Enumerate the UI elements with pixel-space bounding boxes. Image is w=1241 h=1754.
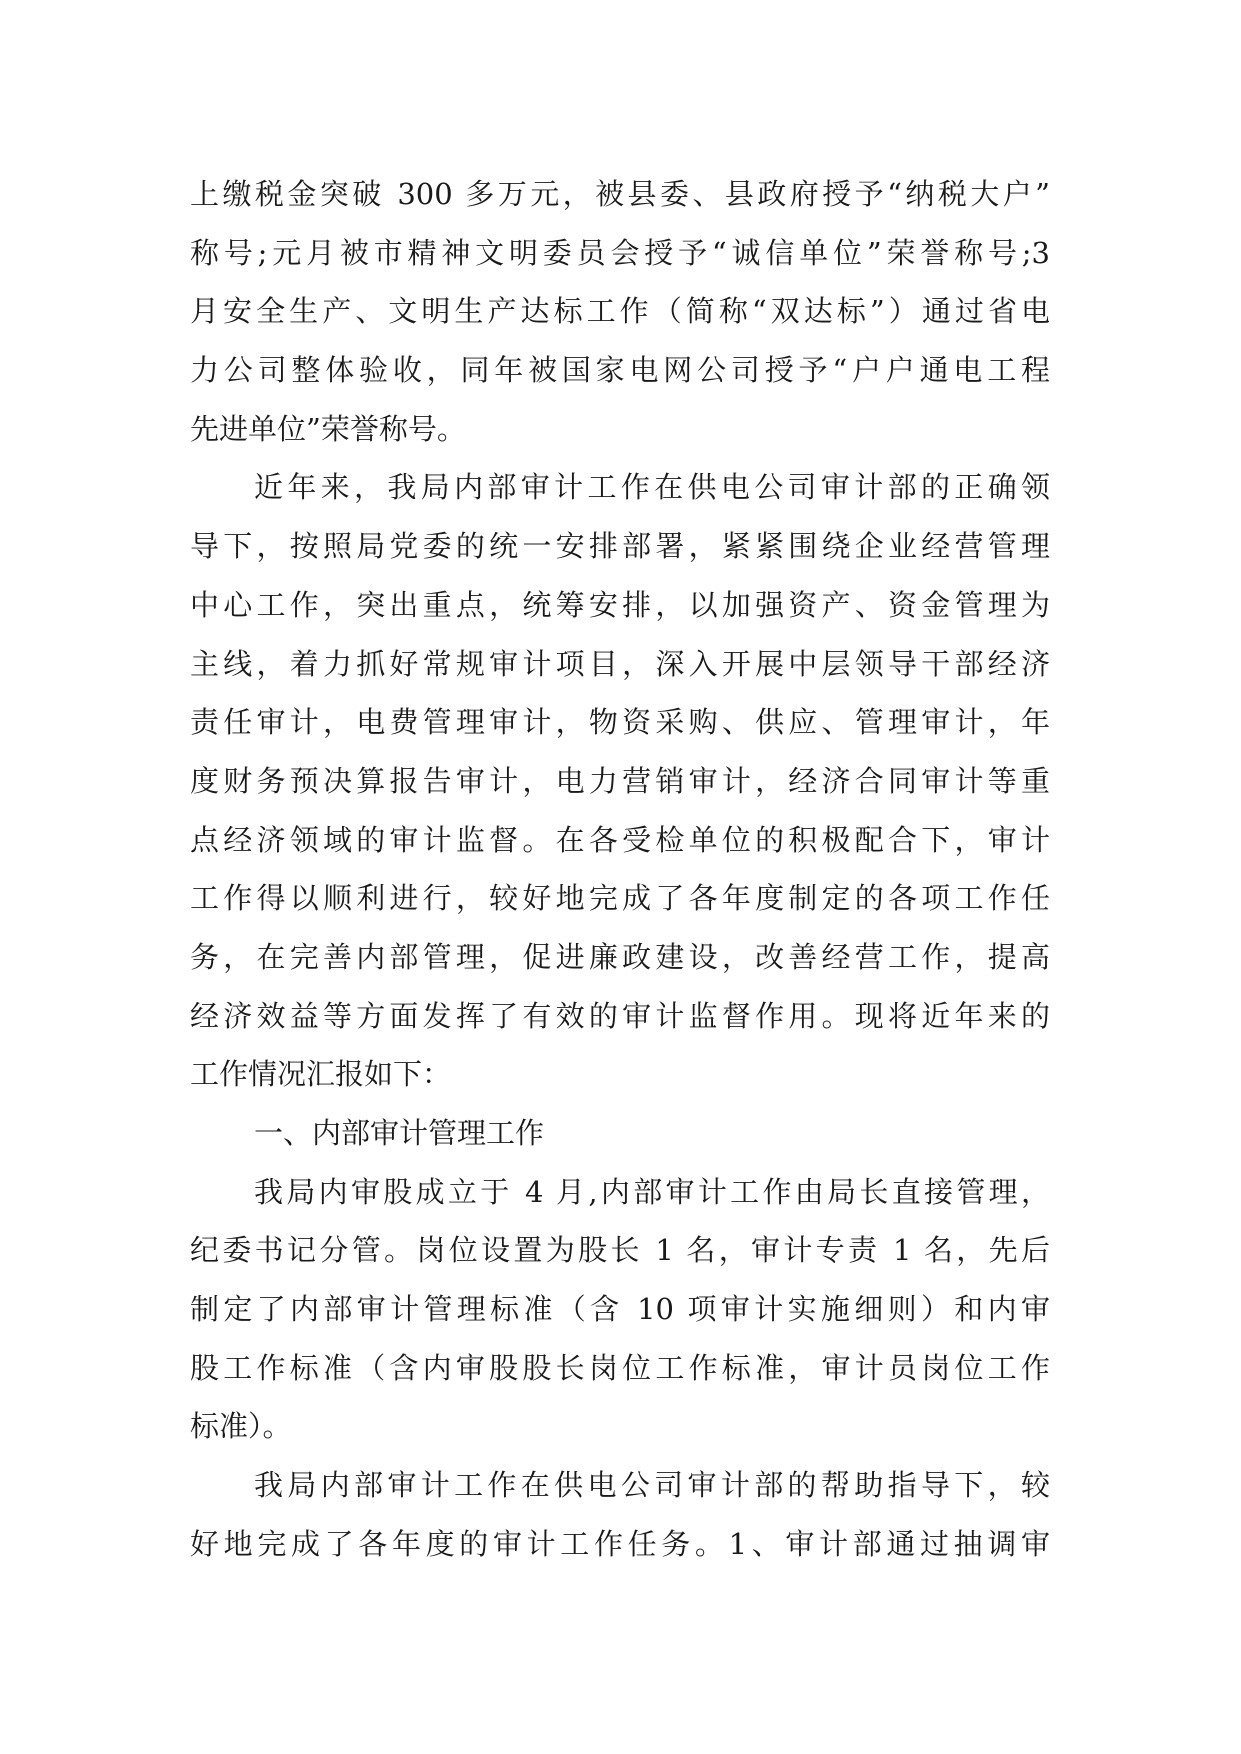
text-line: 制定了内部审计管理标准（含 10 项审计实施细则）和内审	[190, 1292, 1050, 1327]
text-line: 经济效益等方面发挥了有效的审计监督作用。现将近年来的	[190, 998, 1050, 1033]
text-line: 月安全生产、文明生产达标工作（简称“双达标”）通过省电	[190, 294, 1050, 329]
text-line: 责任审计，电费管理审计，物资采购、供应、管理审计，年	[190, 705, 1050, 740]
text-line: 中心工作，突出重点，统筹安排，以加强资产、资金管理为	[190, 587, 1050, 622]
text-line: 主线，着力抓好常规审计项目，深入开展中层领导干部经济	[190, 646, 1050, 681]
text-line: 度财务预决算报告审计，电力营销审计，经济合同审计等重	[190, 763, 1050, 798]
text-line: 称号;元月被市精神文明委员会授予“诚信单位”荣誉称号;3	[190, 235, 1050, 270]
text-line: 点经济领域的审计监督。在各受检单位的积极配合下，审计	[190, 822, 1050, 857]
text-line: 先进单位”荣誉称号。	[190, 411, 466, 446]
text-line: 导下，按照局党委的统一安排部署，紧紧围绕企业经营管理	[190, 529, 1050, 564]
text-line: 上缴税金突破 300 多万元，被县委、县政府授予“纳税大户”	[190, 177, 1050, 211]
text-line: 我局内部审计工作在供电公司审计部的帮助指导下，较	[254, 1468, 1050, 1503]
section-heading: 一、内部审计管理工作	[254, 1116, 545, 1150]
document-body	[190, 165, 1050, 1574]
text-line: 力公司整体验收，同年被国家电网公司授予“户户通电工程	[190, 353, 1050, 388]
text-line: 务，在完善内部管理，促进廉政建设，改善经营工作，提高	[190, 939, 1050, 974]
text-line: 纪委书记分管。岗位设置为股长 1 名，审计专责 1 名，先后	[190, 1233, 1050, 1268]
text-line: 好地完成了各年度的审计工作任务。1、审计部通过抽调审	[190, 1526, 1050, 1561]
text-line: 股工作标准（含内审股股长岗位工作标准，审计员岗位工作	[190, 1350, 1050, 1385]
text-line: 我局内审股成立于 4 月,内部审计工作由局长直接管理，	[254, 1174, 1050, 1209]
text-line: 近年来，我局内部审计工作在供电公司审计部的正确领	[254, 470, 1050, 505]
text-line: 标准）。	[190, 1409, 292, 1444]
text-line: 工作得以顺利进行，较好地完成了各年度制定的各项工作任	[190, 881, 1050, 916]
text-line: 工作情况汇报如下：	[190, 1057, 452, 1092]
